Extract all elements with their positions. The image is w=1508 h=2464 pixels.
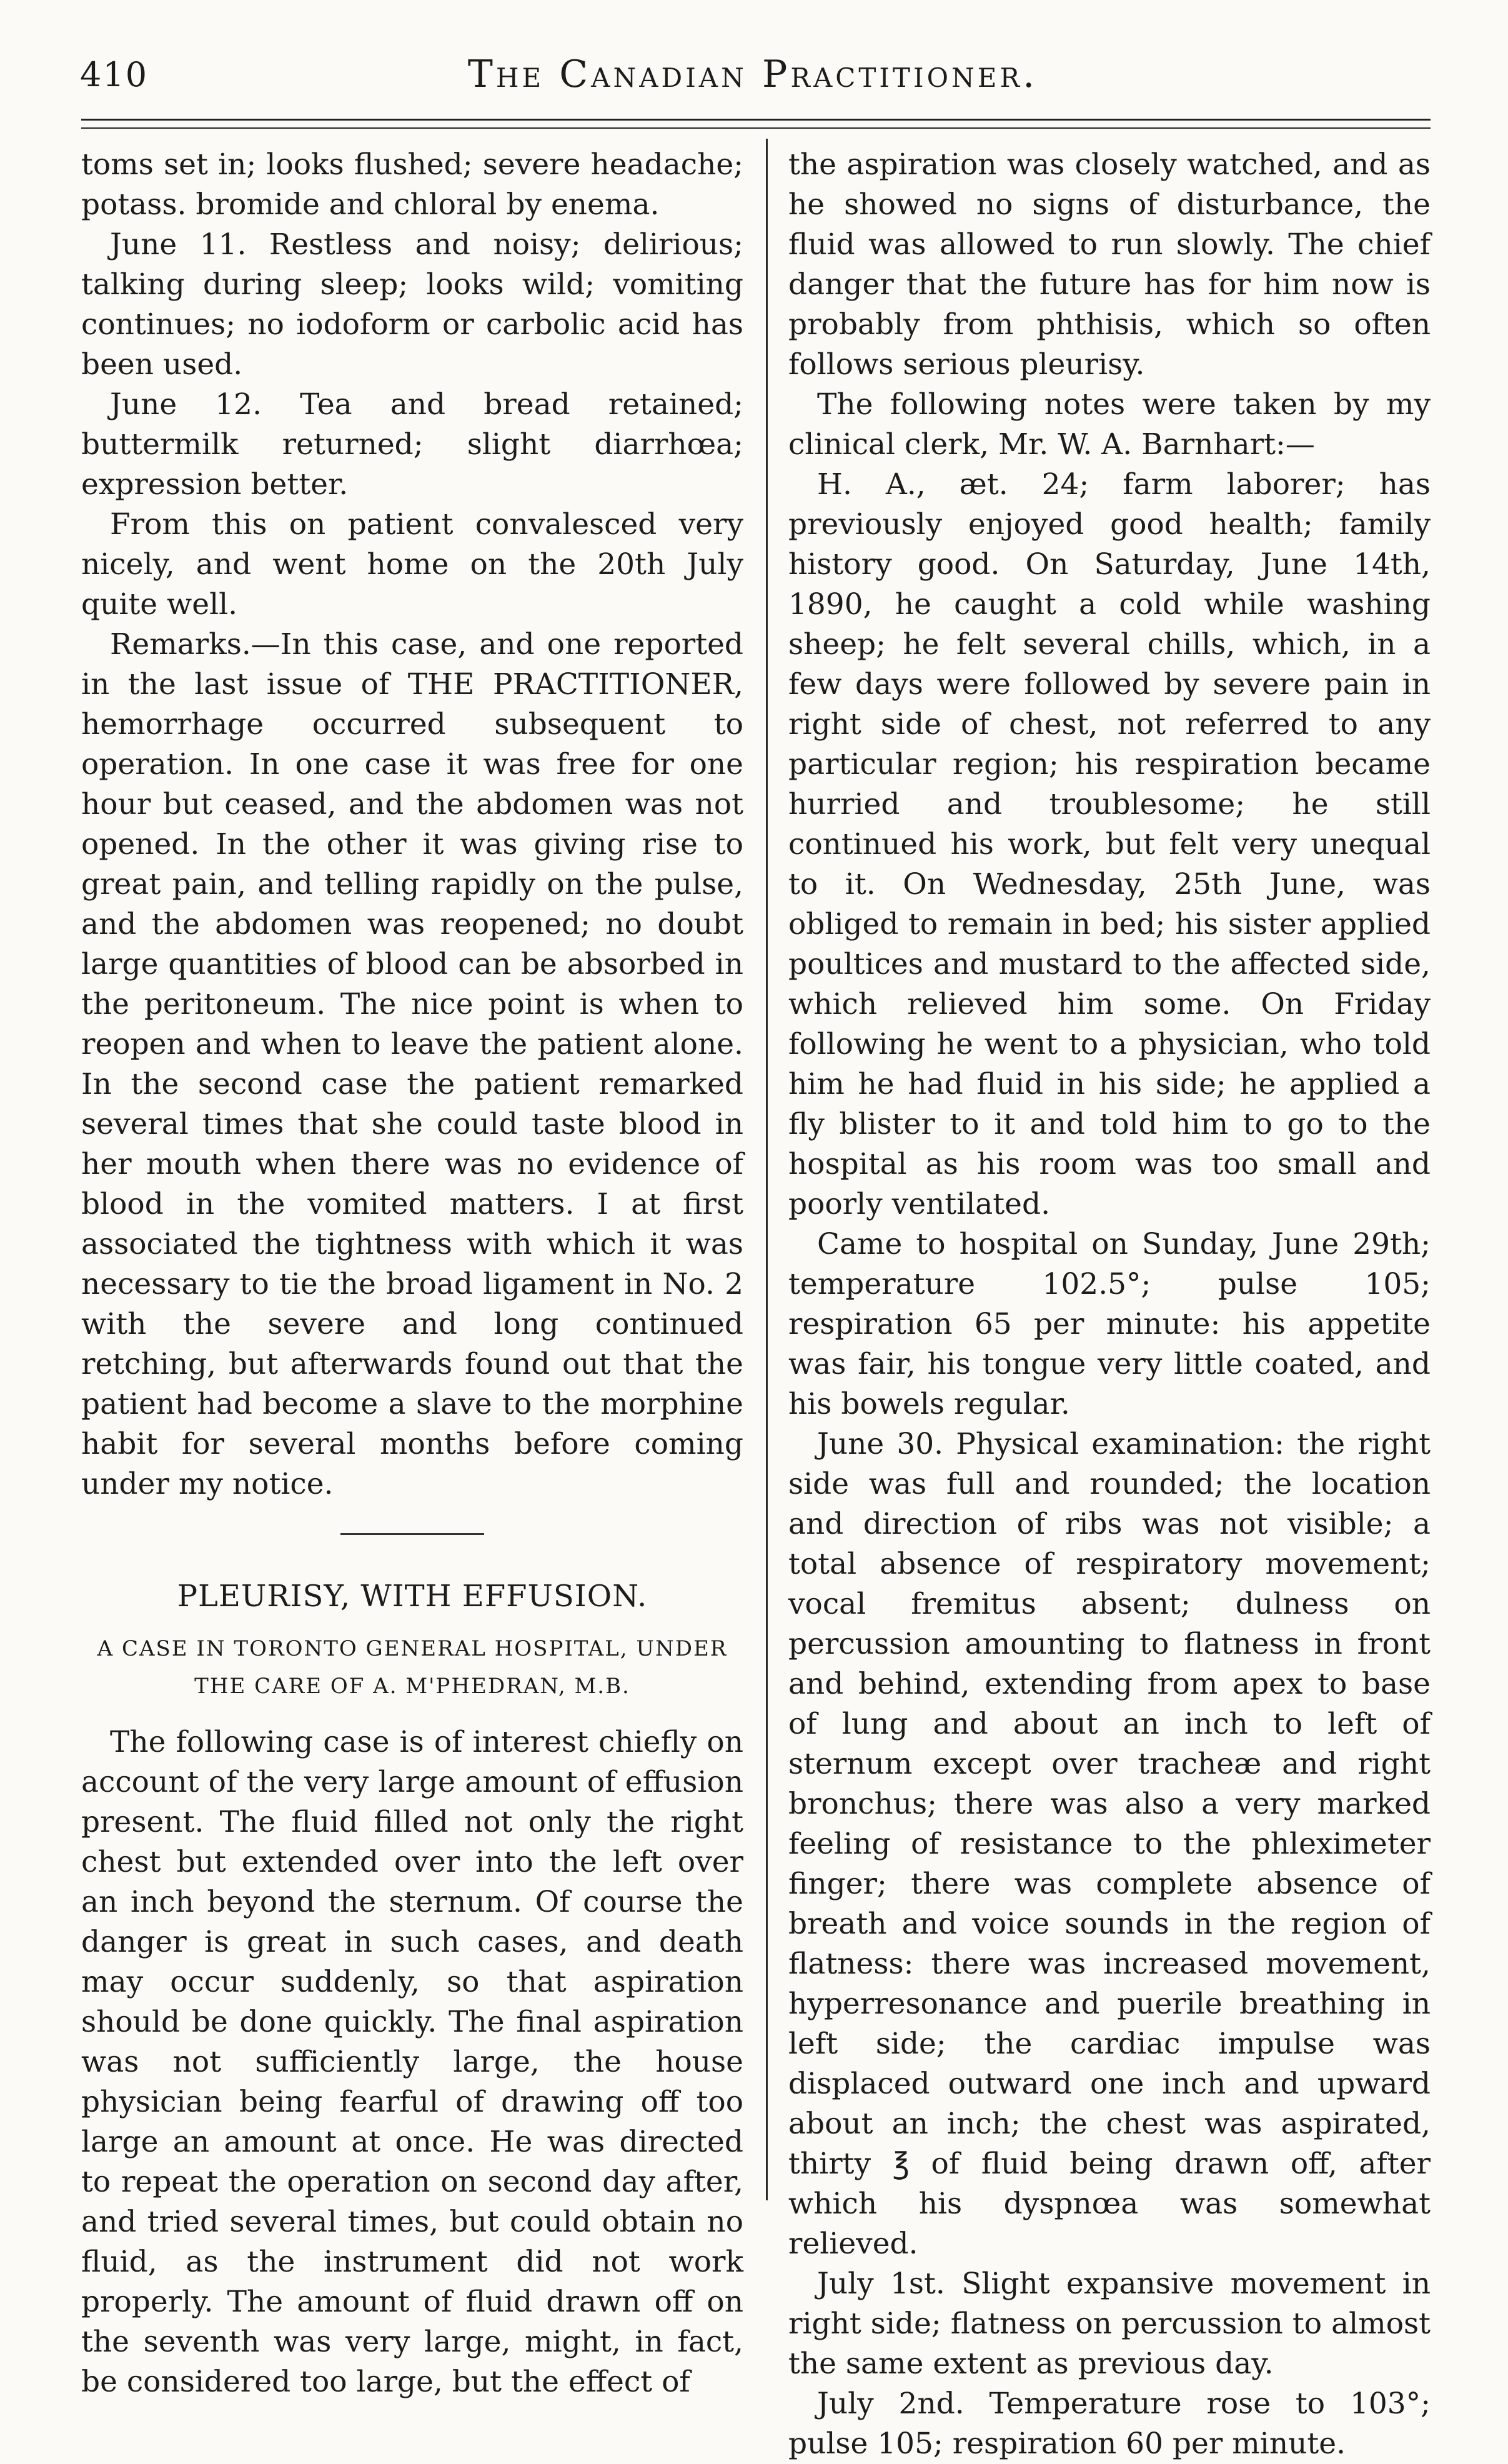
body-paragraph: June 11. Restless and noisy; delirious; talking during sleep; looks wild; vomiting continues; no iodoform or carbolic acid has been used. bbox=[81, 227, 743, 382]
body-paragraph: From this on patient convalesced very nicely, and went home on the 20th July quite well. bbox=[81, 507, 743, 622]
page-header bbox=[75, 30, 1431, 105]
column-divider bbox=[766, 139, 768, 2200]
section-divider bbox=[340, 1533, 484, 1535]
body-paragraph: June 30. Physical examination: the right side was full and rounded; the location and direction of ribs was not visible; a total absence of respiratory movement; vocal fremitus absent; dulness on percussion amounting to flatness in front and behind, extending from apex to base of lung and about an inch to left of sternum except over tracheæ and right bronchus; there was also a very marked feeling of resistance to the phleximeter finger; there was complete absence of breath and voice sounds in the region of flatness: there was increased movement, hyperresonance and puerile breathing in left side; the cardiac impulse was displaced outward one inch and upward about an inch; the chest was aspirated, thirty ℥ of fluid being drawn off, after which his dyspnœa was somewhat relieved. bbox=[788, 1427, 1431, 2261]
right-column bbox=[788, 145, 1431, 2464]
header-rule-thin bbox=[81, 127, 1431, 129]
article-title: PLEURISY, WITH EFFUSION. bbox=[177, 1579, 648, 1614]
body-paragraph: Came to hospital on Sunday, June 29th; temperature 102.5°; pulse 105; respiration 65 per minute: his appetite was fair, his tongue very little coated, and his bowels regular. bbox=[788, 1227, 1431, 1421]
body-paragraph: July 2nd. Temperature rose to 103°; pulse 105; respiration 60 per minute. bbox=[788, 2387, 1431, 2461]
body-paragraph: the aspiration was closely watched, and as he showed no signs of disturbance, the fluid was allowed to run slowly. The chief danger that the future has for him now is probably from phthisis, which so often follows serious pleurisy. bbox=[788, 147, 1431, 382]
article-subtitle: A CASE IN TORONTO GENERAL HOSPITAL, UNDER THE CARE OF A. M'PHEDRAN, M.B. bbox=[97, 1636, 728, 1699]
body-paragraph: toms set in; looks flushed; severe headache; potass. bromide and chloral by enema. bbox=[81, 147, 743, 222]
remarks-paragraph: Remarks.—In this case, and one reported in the last issue of THE PRACTITIONER, hemorrhage occurred subsequent to operation. In one case it was free for one hour but ceased, and the abdomen was not opened. In the other it was giving rise to great pain, and telling rapidly on the pulse, and the abdomen was reopened; no doubt large quantities of blood can be absorbed in the peritoneum. The nice point is when to reopen and when to leave the patient alone. In the second case the patient remarked several times that she could taste blood in her mouth when there was no evidence of blood in the vomited matters. I at first associated the tightness with which it was necessary to tie the broad ligament in No. 2 with the severe and long continued retching, but afterwards found out that the patient had become a slave to the morphine habit for several months before coming under my notice. bbox=[81, 627, 743, 1501]
left-column bbox=[81, 145, 743, 2402]
page-number: 410 bbox=[80, 55, 149, 94]
body-paragraph: June 12. Tea and bread retained; buttermilk returned; slight diarrhœa; expression better. bbox=[81, 387, 743, 502]
body-paragraph: July 1st. Slight expansive movement in right side; flatness on percussion to almost the same extent as previous day. bbox=[788, 2267, 1431, 2381]
article-paragraph: The following case is of interest chiefly on account of the very large amount of effusion present. The fluid filled not only the right chest but extended over into the left over an inch beyond the sternum. Of course the danger is great in such cases, and death may occur suddenly, so that aspiration should be done quickly. The final aspiration was not sufficiently large, the house physician being fearful of drawing off too large an amount at once. He was directed to repeat the operation on second day after, and tried several times, but could obtain no fluid, as the instrument did not work properly. The amount of fluid drawn off on the seventh was very large, might, in fact, be considered too large, but the effect of bbox=[81, 1725, 743, 2399]
header-rule bbox=[81, 119, 1431, 121]
body-paragraph: The following notes were taken by my clinical clerk, Mr. W. A. Barnhart:— bbox=[788, 387, 1431, 462]
body-paragraph: H. A., æt. 24; farm laborer; has previously enjoyed good health; family history good. On Saturday, June 14th, 1890, he caught a cold while washing sheep; he felt several chills, which, in a few days were followed by severe pain in right side of chest, not referred to any particular region; his respiration became hurried and troublesome; he still continued his work, but felt very unequal to it. On Wednesday, 25th June, was obliged to remain in bed; his sister applied poultices and mustard to the affected side, which relieved him some. On Friday following he went to a physician, who told him he had fluid in his side; he applied a fly blister to it and told him to go to the hospital as his room was too small and poorly ventilated. bbox=[788, 467, 1431, 1221]
running-title: The Canadian Practitioner. bbox=[467, 52, 1038, 96]
